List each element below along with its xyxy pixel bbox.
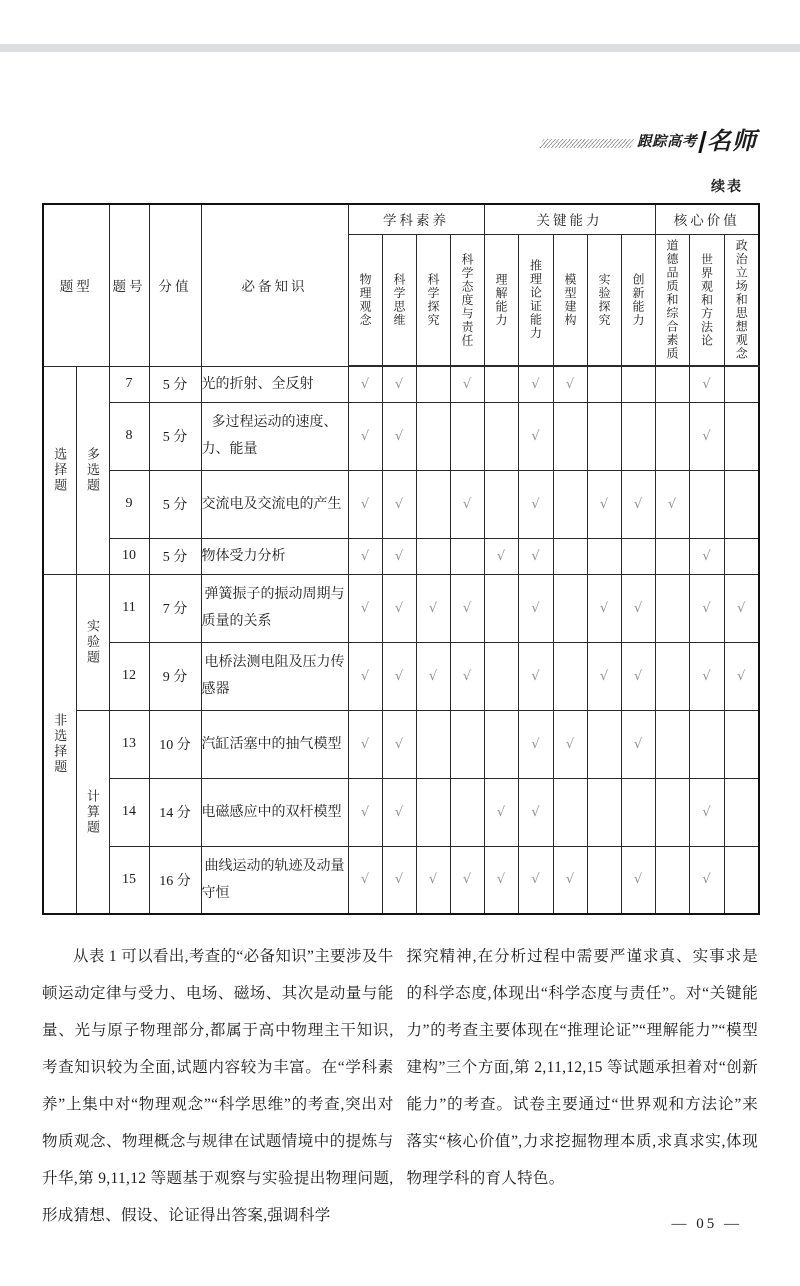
brand-small-text: 跟踪高考	[637, 133, 697, 150]
check-cell: √	[382, 470, 416, 538]
cell-score: 9 分	[149, 642, 201, 710]
check-cell: √	[348, 642, 382, 710]
cell-score: 14 分	[149, 778, 201, 846]
cell-knowledge: 弹簧振子的振动周期与质量的关系	[201, 574, 348, 642]
check-cell	[416, 710, 450, 778]
check-cell: √	[450, 470, 484, 538]
subheader-col	[553, 234, 587, 366]
check-cell: √	[621, 574, 655, 642]
brand-masthead	[541, 129, 757, 153]
check-cell: √	[450, 846, 484, 914]
page-number: — 05 —	[671, 1216, 742, 1232]
table-row	[43, 538, 759, 574]
cell-question-no: 11	[109, 574, 149, 642]
check-cell: √	[450, 642, 484, 710]
brand-divider-bar	[698, 131, 706, 153]
check-cell: √	[553, 846, 587, 914]
cell-question-no: 8	[109, 402, 149, 470]
exam-analysis-table	[42, 203, 760, 915]
category-non-choice: 非选择题	[43, 574, 76, 914]
check-cell: √	[689, 574, 724, 642]
cell-knowledge: 光的折射、全反射	[201, 366, 348, 402]
cell-score: 5 分	[149, 366, 201, 402]
subheader-col	[416, 234, 450, 366]
cell-question-no: 14	[109, 778, 149, 846]
check-cell: √	[348, 538, 382, 574]
check-cell: √	[587, 642, 621, 710]
cell-question-no: 10	[109, 538, 149, 574]
subheader-innovation: 创新能力	[631, 272, 646, 327]
category-choice: 选择题	[43, 366, 76, 574]
check-cell	[655, 710, 689, 778]
cell-question-no: 13	[109, 710, 149, 778]
check-cell: √	[382, 642, 416, 710]
check-cell	[587, 538, 621, 574]
check-cell	[587, 778, 621, 846]
check-cell: √	[484, 778, 518, 846]
subheader-worldview: 世界观和方法论	[699, 252, 714, 347]
subheader-model-building: 模型建构	[563, 272, 577, 327]
check-cell	[621, 402, 655, 470]
cell-score: 5 分	[149, 538, 201, 574]
analysis-paragraph-left: 从表 1 可以看出,考查的“必备知识”主要涉及牛顿运动定律与受力、电场、磁场、其次是动量与能量、光与原子物理部分,都属于高中物理主干知识,考查知识较为全面,试题内容较为丰富。在“学科素养”上集中对“物理观念”“科学思维”的考查,突出对物质观念、物理概念与规律在试题情境中的提炼与升华,第 9,11,12 等题基于观察与实验提出物理问题,形成猜想、假设、论证得出答案,强调科学	[42, 947, 394, 1224]
check-cell	[553, 538, 587, 574]
check-cell	[724, 778, 759, 846]
table-row	[43, 574, 759, 642]
check-cell	[587, 402, 621, 470]
brand-large-text: 名师	[707, 127, 757, 155]
subheader-reasoning: 推理论证能力	[528, 259, 543, 341]
table-row	[43, 402, 759, 470]
check-cell	[553, 402, 587, 470]
check-cell: √	[382, 402, 416, 470]
check-cell: √	[518, 470, 553, 538]
subheader-col	[621, 234, 655, 366]
table-row	[43, 778, 759, 846]
check-cell	[553, 778, 587, 846]
cell-score: 5 分	[149, 470, 201, 538]
check-cell: √	[382, 574, 416, 642]
check-cell: √	[621, 846, 655, 914]
subheader-scientific-inquiry: 科学探究	[426, 272, 440, 327]
check-cell: √	[382, 710, 416, 778]
check-cell	[450, 402, 484, 470]
subheader-physics-concept: 物理观念	[358, 272, 372, 327]
check-cell: √	[724, 642, 759, 710]
check-cell: √	[587, 574, 621, 642]
check-cell: √	[416, 574, 450, 642]
check-cell: √	[689, 366, 724, 402]
check-cell: √	[621, 710, 655, 778]
cell-knowledge: 汽缸活塞中的抽气模型	[201, 710, 348, 778]
check-cell: √	[382, 778, 416, 846]
check-cell: √	[587, 470, 621, 538]
table-row	[43, 642, 759, 710]
check-cell	[553, 470, 587, 538]
cell-score: 7 分	[149, 574, 201, 642]
analysis-paragraph-right: 探究精神,在分析过程中需要严谨求真、实事求是的科学态度,体现出“科学态度与责任”。对“关键能力”的考查主要体现在“推理论证”“理解能力”“模型建构”三个方面,第 2,11,12,15 等试题承担着对“创新能力”的考查。试卷主要通过“世界观和方法论”来落实“核心价值”,力求挖掘物理本质,求真求实,体现物理学科的育人特色。	[406, 947, 758, 1187]
check-cell: √	[484, 538, 518, 574]
header-group-core-value: 核心价值	[655, 204, 759, 234]
check-cell	[724, 402, 759, 470]
header-knowledge: 必备知识	[201, 204, 348, 366]
check-cell	[655, 402, 689, 470]
check-cell: √	[348, 470, 382, 538]
check-cell	[724, 710, 759, 778]
check-cell: √	[348, 778, 382, 846]
header-group-key-ability: 关键能力	[484, 204, 655, 234]
cell-knowledge: 电桥法测电阻及压力传感器	[201, 642, 348, 710]
header-question-no: 题号	[109, 204, 149, 366]
check-cell	[689, 470, 724, 538]
check-cell	[724, 846, 759, 914]
check-cell: √	[689, 402, 724, 470]
check-cell: √	[416, 642, 450, 710]
subheader-col	[724, 234, 759, 366]
check-cell	[416, 470, 450, 538]
check-cell	[484, 710, 518, 778]
check-cell	[587, 710, 621, 778]
table-row	[43, 710, 759, 778]
header-group-subject-literacy: 学科素养	[348, 204, 484, 234]
check-cell	[416, 402, 450, 470]
cell-question-no: 12	[109, 642, 149, 710]
check-cell: √	[518, 846, 553, 914]
subheader-col	[348, 234, 382, 366]
check-cell	[450, 710, 484, 778]
check-cell	[416, 366, 450, 402]
check-cell	[484, 574, 518, 642]
header-score: 分值	[149, 204, 201, 366]
check-cell	[724, 470, 759, 538]
check-cell	[553, 574, 587, 642]
hatch-stripes-decoration	[538, 139, 636, 148]
header-question-type: 题型	[43, 204, 109, 366]
check-cell: √	[484, 846, 518, 914]
check-cell	[416, 778, 450, 846]
check-cell	[621, 366, 655, 402]
check-cell	[484, 366, 518, 402]
check-cell	[724, 366, 759, 402]
check-cell	[621, 538, 655, 574]
check-cell: √	[348, 710, 382, 778]
subheader-scientific-thinking: 科学思维	[392, 272, 406, 327]
check-cell	[553, 642, 587, 710]
check-cell	[655, 366, 689, 402]
check-cell: √	[348, 846, 382, 914]
cell-knowledge: 物体受力分析	[201, 538, 348, 574]
subheader-comprehension: 理解能力	[494, 272, 508, 327]
subheader-col	[689, 234, 724, 366]
continued-table-label: 续表	[711, 180, 743, 195]
check-cell: √	[382, 366, 416, 402]
cell-question-no: 9	[109, 470, 149, 538]
table-row	[43, 366, 759, 402]
check-cell: √	[724, 574, 759, 642]
subheader-col	[587, 234, 621, 366]
check-cell: √	[553, 366, 587, 402]
check-cell: √	[518, 366, 553, 402]
cell-knowledge: 电磁感应中的双杆模型	[201, 778, 348, 846]
subheader-col	[518, 234, 553, 366]
check-cell: √	[689, 538, 724, 574]
cell-question-no: 7	[109, 366, 149, 402]
check-cell: √	[382, 846, 416, 914]
check-cell: √	[518, 710, 553, 778]
check-cell: √	[689, 778, 724, 846]
page-top-rule	[0, 44, 800, 52]
check-cell: √	[655, 470, 689, 538]
check-cell: √	[689, 642, 724, 710]
check-cell: √	[416, 846, 450, 914]
cell-knowledge: 多过程运动的速度、力、能量	[201, 402, 348, 470]
check-cell	[587, 846, 621, 914]
check-cell	[484, 402, 518, 470]
check-cell: √	[518, 574, 553, 642]
check-cell: √	[348, 574, 382, 642]
cell-score: 10 分	[149, 710, 201, 778]
check-cell	[655, 778, 689, 846]
check-cell: √	[450, 366, 484, 402]
check-cell	[450, 538, 484, 574]
check-cell: √	[450, 574, 484, 642]
check-cell: √	[621, 470, 655, 538]
table-row	[43, 470, 759, 538]
check-cell: √	[382, 538, 416, 574]
check-cell	[689, 710, 724, 778]
table-row	[43, 846, 759, 914]
subheader-political-stance: 政治立场和思想观念	[734, 239, 749, 361]
check-cell: √	[689, 846, 724, 914]
cell-knowledge: 交流电及交流电的产生	[201, 470, 348, 538]
check-cell	[655, 574, 689, 642]
check-cell: √	[348, 402, 382, 470]
subheader-experiment-inquiry: 实验探究	[597, 272, 611, 327]
subheader-col	[382, 234, 416, 366]
check-cell: √	[553, 710, 587, 778]
analysis-text	[42, 922, 758, 1249]
table-group-header-row	[43, 204, 759, 234]
check-cell	[655, 846, 689, 914]
check-cell	[587, 366, 621, 402]
check-cell	[621, 778, 655, 846]
category-experiment: 实验题	[76, 574, 109, 710]
category-calculation: 计算题	[76, 710, 109, 914]
check-cell	[484, 642, 518, 710]
cell-score: 16 分	[149, 846, 201, 914]
check-cell	[724, 538, 759, 574]
check-cell: √	[518, 402, 553, 470]
check-cell: √	[348, 366, 382, 402]
subheader-col	[484, 234, 518, 366]
check-cell: √	[518, 538, 553, 574]
cell-knowledge: 曲线运动的轨迹及动量守恒	[201, 846, 348, 914]
check-cell	[416, 538, 450, 574]
cell-score: 5 分	[149, 402, 201, 470]
subheader-col	[655, 234, 689, 366]
subheader-attitude-responsibility: 科学态度与责任	[460, 252, 474, 347]
check-cell: √	[518, 778, 553, 846]
category-multi-choice: 多选题	[76, 366, 109, 574]
check-cell	[484, 470, 518, 538]
check-cell	[450, 778, 484, 846]
check-cell: √	[621, 642, 655, 710]
check-cell	[655, 642, 689, 710]
check-cell	[655, 538, 689, 574]
check-cell: √	[518, 642, 553, 710]
cell-question-no: 15	[109, 846, 149, 914]
subheader-morality: 道德品质和综合素质	[665, 239, 680, 361]
subheader-col	[450, 234, 484, 366]
